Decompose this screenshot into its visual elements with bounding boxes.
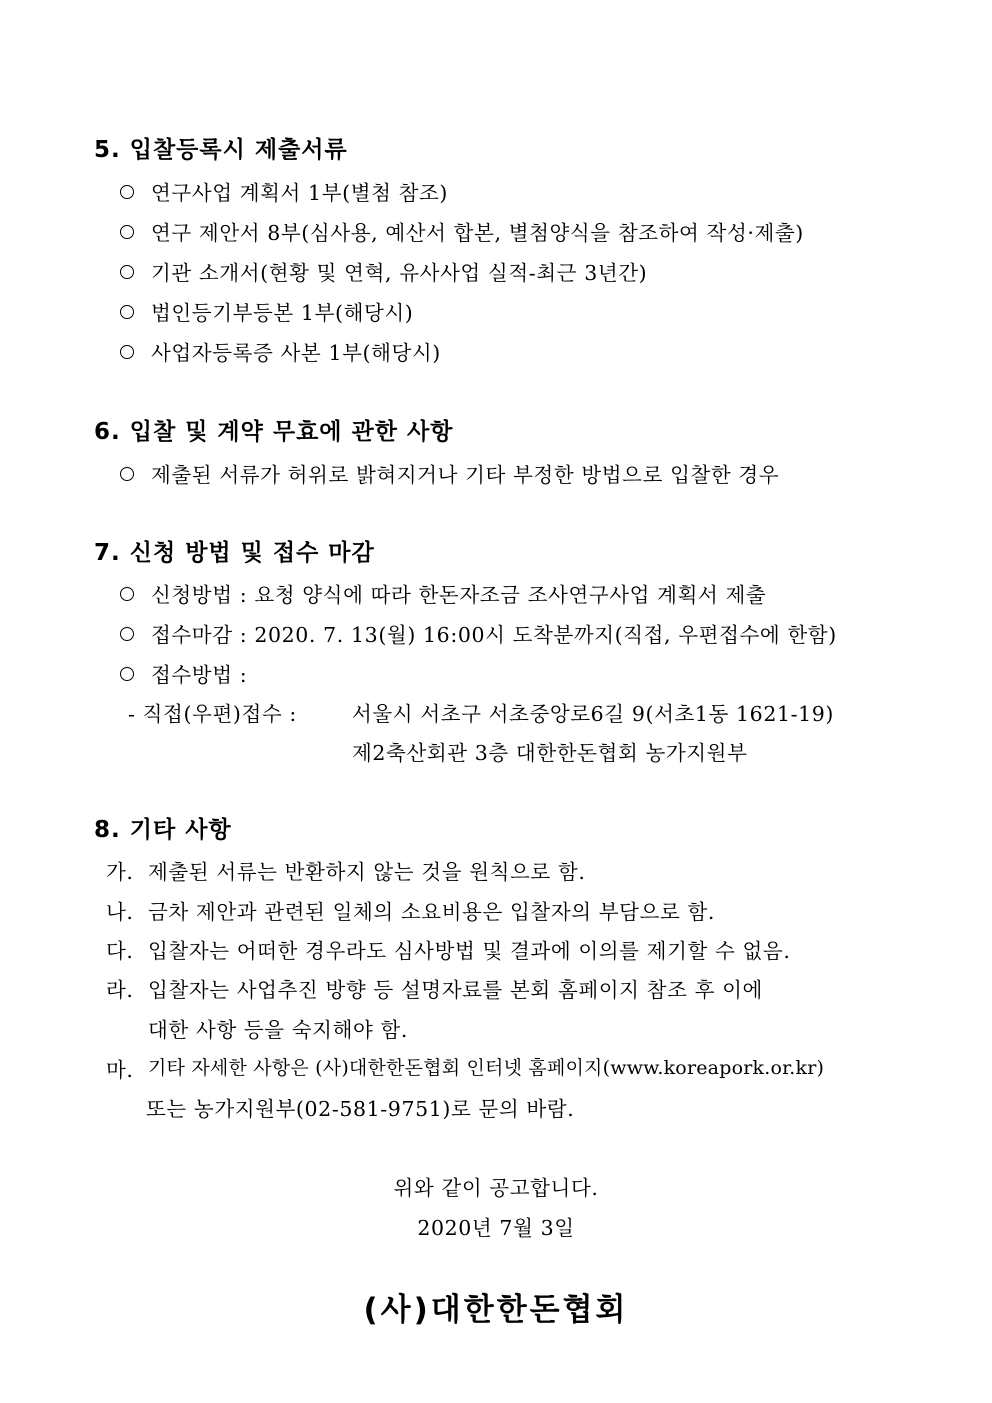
- circle-bullet-icon: [120, 265, 134, 279]
- circle-bullet-icon: [120, 225, 134, 239]
- section-7-item: 접수방법 :: [120, 658, 247, 688]
- section-8-marker: 나.: [106, 900, 134, 924]
- circle-bullet-icon: [120, 305, 134, 319]
- section-6-heading: 6. 입찰 및 계약 무효에 관한 사항: [94, 419, 454, 445]
- section-5-heading: 5. 입찰등록시 제출서류: [94, 137, 348, 163]
- circle-bullet-icon: [120, 185, 134, 199]
- section-5-item: 기관 소개서(현황 및 연혁, 유사사업 실적-최근 3년간): [120, 256, 647, 286]
- section-8-marker: 다.: [106, 939, 134, 963]
- section-5-item: 연구 제안서 8부(심사용, 예산서 합본, 별첨양식을 참조하여 작성·제출): [120, 216, 804, 246]
- section-7-item: 접수마감 : 2020. 7. 13(월) 16:00시 도착분까지(직접, 우편접수에 한함): [120, 618, 837, 648]
- section-8-marker: 마.: [106, 1058, 134, 1082]
- section-8-item: 기타 자세한 사항은 (사)대한한돈협회 인터넷 홈페이지(www.koreapork.or.kr): [148, 1057, 825, 1079]
- section-6-item: 제출된 서류가 허위로 밝혀지거나 기타 부정한 방법으로 입찰한 경우: [120, 458, 779, 488]
- address-line-2: 제2축산회관 3층 대한한돈협회 농가지원부: [352, 741, 748, 765]
- section-8-item: 제출된 서류는 반환하지 않는 것을 원칙으로 함.: [148, 860, 586, 884]
- section-8-marker: 가.: [106, 860, 134, 884]
- announcement-date: 2020년 7월 3일: [417, 1216, 575, 1240]
- section-8-heading: 8. 기타 사항: [94, 817, 232, 843]
- address-line-1: 서울시 서초구 서초중앙로6길 9(서초1동 1621-19): [352, 702, 835, 726]
- section-8-item: 입찰자는 사업추진 방향 등 설명자료를 본회 홈페이지 참조 후 이에: [148, 978, 763, 1002]
- section-8-item: 입찰자는 어떠한 경우라도 심사방법 및 결과에 이의를 제기할 수 없음.: [148, 939, 791, 963]
- submission-method-label: - 직접(우편)접수 :: [128, 702, 297, 726]
- section-8-item-continuation: 대한 사항 등을 숙지해야 함.: [148, 1018, 409, 1042]
- closing-statement: 위와 같이 공고합니다.: [393, 1176, 599, 1200]
- section-8-marker: 라.: [106, 978, 134, 1002]
- circle-bullet-icon: [120, 467, 134, 481]
- section-8-item-continuation: 또는 농가지원부(02-581-9751)로 문의 바람.: [146, 1097, 575, 1121]
- section-5-item: 사업자등록증 사본 1부(해당시): [120, 336, 441, 366]
- section-5-item: 연구사업 계획서 1부(별첨 참조): [120, 176, 448, 206]
- section-7-heading: 7. 신청 방법 및 접수 마감: [94, 540, 375, 566]
- section-5-item: 법인등기부등본 1부(해당시): [120, 296, 413, 326]
- section-8-item: 금차 제안과 관련된 일체의 소요비용은 입찰자의 부담으로 함.: [148, 900, 716, 924]
- circle-bullet-icon: [120, 627, 134, 641]
- organization-name: (사)대한한돈협회: [363, 1292, 629, 1328]
- section-7-item: 신청방법 : 요청 양식에 따라 한돈자조금 조사연구사업 계획서 제출: [120, 578, 766, 608]
- circle-bullet-icon: [120, 587, 134, 601]
- circle-bullet-icon: [120, 667, 134, 681]
- circle-bullet-icon: [120, 345, 134, 359]
